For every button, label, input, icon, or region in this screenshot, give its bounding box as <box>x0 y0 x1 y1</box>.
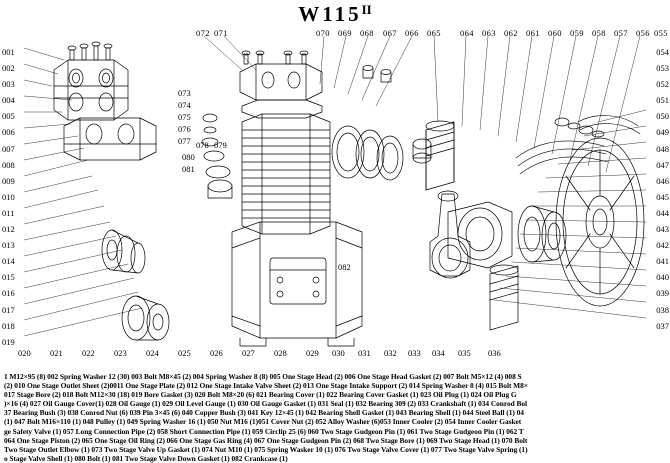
callout-top-17: 055 <box>654 28 668 38</box>
parts-list-line-7: 064 One Stage Piston (2) 065 One Stage Oil Ring (2) 066 One Stage Gas Ring (4) 067 One Stage Gudgeon Pin (2) 068 Two Stage Bore (1) 069 Two Stage Head (1) 070 Bolt <box>4 435 528 445</box>
parts-list-line-9: o Stage Valve Shell (1) 080 Bolt (1) 081 Two Stage Valve Down Gasket (1) 082 Crankcase (1) <box>4 453 288 463</box>
page-title-main: W115 <box>298 2 362 26</box>
callout-left-10: 011 <box>2 207 15 218</box>
parts-list-line-6: ge Safety Valve (1) 057 Long Connection Pipe (2) 058 Short Connection Pipe (1) 059 Circlip 25 (6) 060 Two Stage Gudgeon Pin (1) 061 Two Stage Gudgeon Pin (1) 062 T <box>4 426 524 436</box>
callout-top-1: 071 <box>214 28 228 38</box>
parts-list-line-0: 1 M12×95 (8) 002 Spring Washer 12 (30) 003 Bolt M8×45 (2) 004 Spring Washer 8 (8) 005 One Stage Head (2) 006 One Stage Head Gasket (2) 007 Bolt M5×12 (4) 008 S <box>4 372 522 381</box>
callout-left-8: 009 <box>2 175 15 186</box>
callout-073: 073 <box>178 88 191 98</box>
callout-bottom-5: 025 <box>178 348 191 358</box>
callout-top-9: 063 <box>482 28 496 38</box>
callout-080: 080 <box>182 152 195 162</box>
callout-top-3: 069 <box>338 28 352 38</box>
callout-079: 079 <box>214 140 227 150</box>
callout-075: 075 <box>178 112 191 122</box>
callout-right-14: 040 <box>656 272 669 283</box>
callout-top-8: 064 <box>460 28 474 38</box>
callout-top-11: 061 <box>526 28 540 38</box>
callout-bottom-0: 020 <box>18 348 31 358</box>
callout-right-11: 043 <box>656 224 669 235</box>
callout-078: 078 <box>196 140 209 150</box>
callout-081: 081 <box>182 164 195 174</box>
parts-list <box>4 372 666 463</box>
callout-right-10: 044 <box>656 207 669 218</box>
callout-top-6: 066 <box>405 28 419 38</box>
callout-right-6: 048 <box>656 143 669 154</box>
callout-right-3: 051 <box>656 95 669 106</box>
callout-right-13: 041 <box>656 256 669 267</box>
callout-right-8: 046 <box>656 175 669 186</box>
callout-left-7: 008 <box>2 159 15 170</box>
parts-list-line-5: (1) 047 Bolt M16×110 (1) 048 Pulley (1) 049 Spring Washer 16 (1) 050 Nut M16 (1)051 Cover Nut (2) 052 Alloy Washer (6)053 Inner Cooler (2) 054 Inner Cooler Gasket <box>4 417 522 427</box>
callout-left-15: 016 <box>2 288 15 299</box>
callout-top-10: 062 <box>504 28 518 38</box>
callout-right-0: 054 <box>656 47 669 57</box>
callout-top-5: 067 <box>383 28 397 38</box>
callout-left-13: 014 <box>2 256 15 267</box>
callout-top-2: 070 <box>316 28 330 38</box>
callout-right-5: 049 <box>656 127 669 138</box>
callout-right-12: 042 <box>656 240 669 251</box>
page-title <box>0 2 670 27</box>
callout-left-17: 018 <box>2 320 15 331</box>
parts-list-line-1: (2) 010 One Stage Outlet Sheet (2)0011 One Stage Plate (2) 012 One Stage Intake Valve Sheet (2) 013 One Stage Intake Support (2) 014 Spring Washer 8 (4) 015 Bolt M8× <box>4 381 528 391</box>
callout-right-1: 053 <box>656 63 669 74</box>
callout-074: 074 <box>178 100 191 110</box>
callout-bottom-3: 023 <box>114 348 127 358</box>
callout-left-18: 019 <box>2 336 15 347</box>
callout-top-16: 056 <box>636 28 650 38</box>
callout-right-4: 050 <box>656 111 669 122</box>
callout-top-7: 065 <box>427 28 441 38</box>
callout-left-4: 005 <box>2 111 15 122</box>
parts-list-line-4: 37 Bearing Bush (3) 038 Conrod Nut (6) 039 Pin 3×45 (6) 040 Copper Bush (3) 041 Key 12×45 (1) 042 Bearing Shell Gasket (1) 043 Bearing Shell (1) 044 Steel Ball (1) 04 <box>4 408 524 418</box>
callout-top-13: 059 <box>570 28 584 38</box>
callout-left-9: 010 <box>2 191 15 202</box>
callout-right-16: 038 <box>656 304 669 315</box>
callout-top-4: 068 <box>360 28 374 38</box>
callout-bottom-1: 021 <box>50 348 63 358</box>
callout-left-11: 012 <box>2 224 15 235</box>
callout-right-7: 047 <box>656 159 669 170</box>
callout-left-0: 001 <box>2 47 15 57</box>
callout-left-6: 007 <box>2 143 15 154</box>
callout-top-14: 058 <box>592 28 606 38</box>
bottom-callout-row <box>10 348 660 360</box>
callout-left-3: 004 <box>2 95 15 106</box>
callout-top-0: 072 <box>196 28 210 38</box>
callout-left-14: 015 <box>2 272 15 283</box>
callout-bottom-12: 032 <box>384 348 397 358</box>
callout-bottom-4: 024 <box>146 348 159 358</box>
callout-top-12: 060 <box>548 28 562 38</box>
callout-bottom-2: 022 <box>82 348 95 358</box>
callout-right-17: 037 <box>656 320 669 331</box>
callout-076: 076 <box>178 124 191 134</box>
callout-bottom-14: 034 <box>432 348 445 358</box>
parts-list-line-3: )×16 (4) 027 Oil Gauge Cover(1) 028 Oil Gauge (1) 029 Oil Level Gauge (1) 030 Oil Gauge Gasket (1) 031 Seal (1) 032 Bearing 309 (2) 033 Crankshaft (1) 034 Conrod Bol <box>4 399 527 409</box>
page-title-superscript: II <box>361 2 372 17</box>
callout-bottom-11: 031 <box>358 348 371 358</box>
callout-082: 082 <box>338 262 351 272</box>
callout-right-2: 052 <box>656 79 669 90</box>
callout-left-16: 017 <box>2 304 15 315</box>
callout-left-5: 006 <box>2 127 15 138</box>
callout-bottom-8: 028 <box>274 348 287 358</box>
callout-077: 077 <box>178 136 191 146</box>
callout-left-12: 013 <box>2 240 15 251</box>
callout-bottom-9: 029 <box>306 348 319 358</box>
parts-list-line-2: 017 Stage Bore (2) 018 Bolt M12×30 (18) 019 Bore Gasket (3) 020 Bolt M8×20 (6) 021 Bearing Cover (1) 022 Bearing Cover Gasket (1) 023 Oil Plug (1) 024 Oil Plug G <box>4 390 517 400</box>
callout-bottom-10: 030 <box>332 348 345 358</box>
callout-left-2: 003 <box>2 79 15 90</box>
callout-bottom-6: 026 <box>210 348 223 358</box>
exploded-assembly-drawing <box>18 26 652 348</box>
callout-bottom-15: 035 <box>458 348 471 358</box>
callout-top-15: 057 <box>614 28 628 38</box>
callout-bottom-7: 027 <box>242 348 255 358</box>
callout-right-9: 045 <box>656 191 669 202</box>
callout-bottom-13: 033 <box>408 348 421 358</box>
callout-right-15: 039 <box>656 288 669 299</box>
callout-bottom-16: 036 <box>488 348 501 358</box>
callout-left-1: 002 <box>2 63 15 74</box>
parts-list-line-8: Two Stage Outlet Elbow (1) 073 Two Stage Valve Up Gasket (1) 074 Nut M10 (1) 075 Spring Wasker 10 (1) 076 Two Stage Valve Cover (1) 077 Two Stage Valve Spring (1) <box>4 444 528 454</box>
